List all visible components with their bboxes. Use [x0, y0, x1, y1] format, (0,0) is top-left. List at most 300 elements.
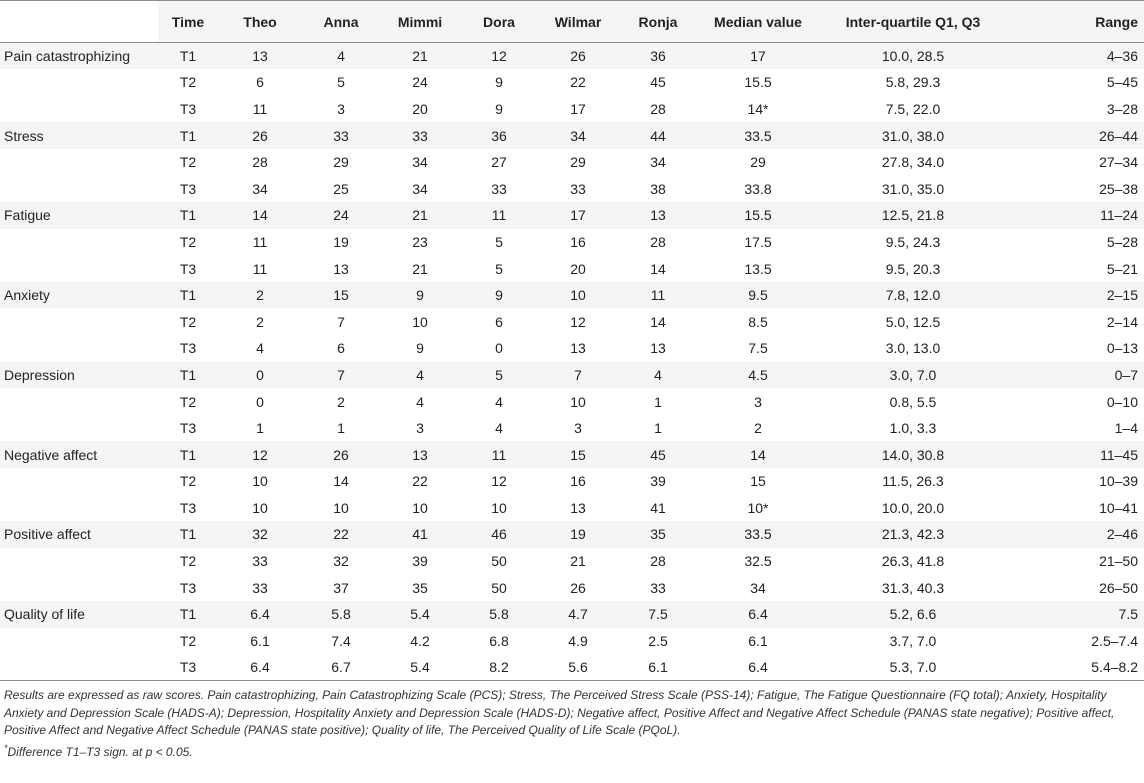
cell-dora: 5: [460, 362, 538, 389]
cell-iqr: 10.0, 28.5: [818, 43, 1008, 70]
cell-time: T2: [179, 473, 197, 490]
cell-time: T2: [179, 632, 197, 649]
cell-range: 5.4–8.2: [1008, 654, 1144, 681]
cell-range: 0–10: [1106, 393, 1138, 410]
table-row: [0, 255, 1144, 282]
cell-anna: 5.8: [302, 601, 380, 628]
cell-iqr: 31.0, 38.0: [818, 122, 1008, 149]
cell-time: T1: [158, 441, 218, 468]
cell-time: T2: [179, 154, 197, 171]
cell-time: T1: [158, 202, 218, 229]
table-row: [0, 282, 1144, 309]
header-ronja: Ronja: [618, 1, 698, 43]
cell-mimmi: 39: [412, 553, 428, 570]
cell-measure: [0, 335, 158, 362]
cell-time: T1: [158, 43, 218, 70]
cell-time: T1: [158, 122, 218, 149]
table-row: [0, 654, 1144, 681]
cell-range: 2–15: [1008, 282, 1144, 309]
cell-measure: [0, 574, 158, 601]
cell-iqr: 31.0, 35.0: [881, 180, 945, 197]
table-row: [0, 69, 1144, 96]
cell-mimmi: 35: [412, 579, 428, 596]
cell-mimmi: 33: [380, 122, 460, 149]
cell-anna: 10: [333, 499, 349, 516]
cell-wilmar: 10: [538, 282, 618, 309]
cell-ronja: 28: [650, 100, 666, 117]
cell-wilmar: 4.7: [538, 601, 618, 628]
cell-measure: [0, 468, 158, 495]
table-row: [0, 388, 1144, 415]
cell-ronja: 44: [618, 122, 698, 149]
cell-theo: 1: [256, 420, 264, 437]
cell-median: 14*: [747, 100, 769, 117]
cell-dora: 50: [491, 579, 507, 596]
cell-anna: 6.7: [302, 654, 380, 681]
cell-anna: 22: [302, 521, 380, 548]
cell-median: 17: [698, 43, 818, 70]
cell-time: T3: [179, 340, 197, 357]
cell-iqr: 27.8, 34.0: [881, 154, 945, 171]
cell-median: 6.4: [698, 601, 818, 628]
cell-theo: 33: [252, 553, 268, 570]
cell-dora: 12: [460, 43, 538, 70]
table-row: [0, 521, 1144, 548]
cell-iqr: 0.8, 5.5: [889, 393, 937, 410]
cell-measure: Fatigue: [0, 202, 158, 229]
cell-time: T2: [179, 74, 197, 91]
cell-range: 10–39: [1099, 473, 1138, 490]
cell-theo: 0: [218, 362, 302, 389]
cell-median: 15: [750, 473, 766, 490]
header-dora: Dora: [460, 1, 538, 43]
table-row: [0, 574, 1144, 601]
cell-mimmi: 4.2: [410, 632, 430, 649]
cell-iqr: 31.3, 40.3: [881, 579, 945, 596]
table-row: [0, 628, 1144, 655]
cell-anna: 7: [337, 313, 345, 330]
cell-wilmar: 33: [570, 180, 586, 197]
cell-ronja: 7.5: [618, 601, 698, 628]
cell-theo: 4: [256, 340, 264, 357]
table-note-main: Results are expressed as raw scores. Pain catastrophizing, Pain Catastrophizing Scale (PCS); Stress, The Perceived Stress Scale (PSS-14); Fatigue, The Fatigue Questionnaire (FQ total); Anxiety, Hospitality Anxiety and Depression Scale (HADS-A); Depression, Hospitality Anxiety and Depression Scale (HADS-D); Negative affect, Positive Affect and Negative Affect Schedule (PANAS state negative); Positive affect, Positive Affect and Negative Affect Schedule (PANAS state positive); Quality of life, The Perceived Quality of Life Scale (PQoL).: [4, 688, 1115, 738]
cell-anna: 3: [337, 100, 345, 117]
cell-wilmar: 16: [570, 473, 586, 490]
table-row: [0, 468, 1144, 495]
cell-measure: [0, 654, 158, 681]
cell-range: 26–44: [1008, 122, 1144, 149]
header-range: Range: [1008, 1, 1144, 43]
footnote-text: Difference T1–T3 sign. at p < 0.05.: [7, 744, 193, 759]
cell-measure: [0, 495, 158, 522]
cell-anna: 7.4: [331, 632, 351, 649]
cell-iqr: 11.5, 26.3: [882, 473, 944, 490]
header-iqr: Inter-quartile Q1, Q3: [818, 1, 1008, 43]
cell-time: T3: [158, 654, 218, 681]
cell-iqr: 1.0, 3.3: [889, 420, 937, 437]
cell-iqr: 21.3, 42.3: [818, 521, 1008, 548]
cell-wilmar: 26: [570, 579, 586, 596]
cell-measure: [0, 388, 158, 415]
cell-time: T1: [158, 362, 218, 389]
cell-iqr: 3.0, 13.0: [885, 340, 941, 357]
cell-anna: 37: [333, 579, 349, 596]
cell-mimmi: 10: [412, 313, 428, 330]
cell-wilmar: 13: [570, 340, 586, 357]
cell-anna: 33: [302, 122, 380, 149]
cell-theo: 10: [252, 499, 268, 516]
cell-anna: 1: [337, 420, 345, 437]
cell-mimmi: 41: [380, 521, 460, 548]
cell-median: 6.1: [748, 632, 768, 649]
cell-range: 0–13: [1106, 340, 1138, 357]
cell-theo: 11: [252, 233, 268, 250]
cell-ronja: 2.5: [648, 632, 668, 649]
cell-median: 33.5: [698, 122, 818, 149]
table-row: [0, 308, 1144, 335]
cell-theo: 6.4: [218, 654, 302, 681]
cell-wilmar: 12: [570, 313, 586, 330]
cell-mimmi: 21: [380, 43, 460, 70]
cell-wilmar: 10: [570, 393, 586, 410]
cell-iqr: 5.3, 7.0: [818, 654, 1008, 681]
cell-mimmi: 21: [380, 202, 460, 229]
cell-median: 15.5: [744, 74, 772, 91]
cell-range: 21–50: [1099, 553, 1138, 570]
cell-measure: [0, 548, 158, 575]
cell-measure: Pain catastrophizing: [0, 43, 158, 70]
table-row: [0, 601, 1144, 628]
cell-theo: 12: [218, 441, 302, 468]
cell-median: 8.5: [748, 313, 768, 330]
header-theo: Theo: [218, 1, 302, 43]
cell-anna: 7: [302, 362, 380, 389]
cell-mimmi: 5.4: [380, 654, 460, 681]
cell-anna: 19: [333, 233, 349, 250]
cell-dora: 46: [460, 521, 538, 548]
cell-mimmi: 10: [412, 499, 428, 516]
cell-theo: 13: [218, 43, 302, 70]
cell-anna: 15: [302, 282, 380, 309]
cell-measure: Negative affect: [0, 441, 158, 468]
cell-iqr: 7.5, 22.0: [885, 100, 941, 117]
table-row: [0, 175, 1144, 202]
cell-range: 7.5: [1008, 601, 1144, 628]
cell-measure: [0, 255, 158, 282]
cell-dora: 8.2: [460, 654, 538, 681]
cell-time: T3: [179, 180, 197, 197]
cell-median: 6.4: [698, 654, 818, 681]
cell-measure: [0, 96, 158, 123]
cell-dora: 36: [460, 122, 538, 149]
cell-ronja: 45: [650, 74, 666, 91]
cell-mimmi: 5.4: [380, 601, 460, 628]
cell-dora: 6: [495, 313, 503, 330]
cell-ronja: 1: [654, 420, 662, 437]
cell-mimmi: 13: [380, 441, 460, 468]
table-notes: [0, 681, 1144, 761]
cell-median: 34: [750, 579, 766, 596]
cell-mimmi: 3: [416, 420, 424, 437]
cell-dora: 6.8: [489, 632, 509, 649]
cell-median: 7.5: [748, 340, 768, 357]
cell-measure: Stress: [0, 122, 158, 149]
cell-range: 1–4: [1114, 420, 1138, 437]
cell-mimmi: 21: [412, 260, 428, 277]
footnote-mark: *: [4, 742, 8, 753]
cell-iqr: 7.8, 12.0: [818, 282, 1008, 309]
cell-mimmi: 20: [412, 100, 428, 117]
cell-range: 4–36: [1008, 43, 1144, 70]
cell-range: 10–41: [1099, 499, 1138, 516]
cell-range: 2–14: [1106, 313, 1138, 330]
table-header-row: [0, 1, 1144, 43]
cell-dora: 12: [491, 473, 507, 490]
cell-dora: 9: [495, 74, 503, 91]
cell-dora: 10: [491, 499, 507, 516]
cell-dora: 9: [460, 282, 538, 309]
cell-median: 17.5: [744, 233, 772, 250]
cell-range: 11–45: [1008, 441, 1144, 468]
cell-anna: 25: [333, 180, 349, 197]
table-row: [0, 441, 1144, 468]
cell-range: 2–46: [1008, 521, 1144, 548]
cell-wilmar: 5.6: [538, 654, 618, 681]
cell-ronja: 33: [650, 579, 666, 596]
cell-theo: 10: [252, 473, 268, 490]
cell-median: 32.5: [744, 553, 772, 570]
cell-time: T2: [179, 233, 197, 250]
cell-ronja: 35: [618, 521, 698, 548]
table-row: [0, 495, 1144, 522]
cell-iqr: 5.2, 6.6: [818, 601, 1008, 628]
cell-wilmar: 29: [570, 154, 586, 171]
cell-wilmar: 16: [570, 233, 586, 250]
cell-range: 0–7: [1008, 362, 1144, 389]
cell-ronja: 11: [618, 282, 698, 309]
cell-median: 33.8: [744, 180, 772, 197]
cell-ronja: 14: [650, 260, 666, 277]
cell-iqr: 9.5, 20.3: [885, 260, 941, 277]
cell-dora: 11: [460, 441, 538, 468]
cell-dora: 5.8: [460, 601, 538, 628]
cell-wilmar: 17: [538, 202, 618, 229]
cell-iqr: 12.5, 21.8: [818, 202, 1008, 229]
cell-median: 13.5: [744, 260, 772, 277]
table-row: [0, 122, 1144, 149]
header-anna: Anna: [302, 1, 380, 43]
cell-iqr: 5.8, 29.3: [885, 74, 941, 91]
cell-theo: 28: [252, 154, 268, 171]
cell-anna: 14: [333, 473, 349, 490]
cell-time: T3: [179, 100, 197, 117]
table-row: [0, 548, 1144, 575]
cell-median: 9.5: [698, 282, 818, 309]
cell-ronja: 38: [650, 180, 666, 197]
cell-theo: 2: [256, 313, 264, 330]
cell-wilmar: 4.9: [568, 632, 588, 649]
header-mimmi: Mimmi: [380, 1, 460, 43]
cell-theo: 11: [252, 260, 268, 277]
cell-iqr: 9.5, 24.3: [885, 233, 941, 250]
cell-iqr: 26.3, 41.8: [881, 553, 945, 570]
cell-median: 15.5: [698, 202, 818, 229]
cell-dora: 5: [495, 260, 503, 277]
cell-theo: 2: [218, 282, 302, 309]
cell-mimmi: 9: [380, 282, 460, 309]
cell-iqr: 10.0, 20.0: [881, 499, 945, 516]
cell-measure: [0, 308, 158, 335]
cell-wilmar: 13: [570, 499, 586, 516]
cell-wilmar: 15: [538, 441, 618, 468]
cell-range: 2.5–7.4: [1091, 632, 1138, 649]
cell-anna: 24: [302, 202, 380, 229]
cell-iqr: 3.7, 7.0: [889, 632, 937, 649]
cell-iqr: 5.0, 12.5: [885, 313, 941, 330]
cell-time: T2: [179, 553, 197, 570]
cell-dora: 50: [491, 553, 507, 570]
cell-ronja: 45: [618, 441, 698, 468]
cell-mimmi: 4: [416, 393, 424, 410]
cell-range: 5–45: [1106, 74, 1138, 91]
cell-time: T1: [158, 282, 218, 309]
table-body: [0, 43, 1144, 681]
cell-mimmi: 24: [412, 74, 428, 91]
cell-dora: 9: [495, 100, 503, 117]
cell-time: T1: [158, 601, 218, 628]
cell-mimmi: 34: [412, 180, 428, 197]
cell-anna: 26: [302, 441, 380, 468]
table-row: [0, 362, 1144, 389]
cell-anna: 13: [333, 260, 349, 277]
cell-measure: [0, 69, 158, 96]
cell-measure: [0, 149, 158, 176]
cell-range: 27–34: [1099, 154, 1138, 171]
cell-wilmar: 3: [574, 420, 582, 437]
cell-time: T3: [179, 260, 197, 277]
table-row: [0, 415, 1144, 442]
cell-measure: Quality of life: [0, 601, 158, 628]
cell-ronja: 6.1: [618, 654, 698, 681]
cell-mimmi: 34: [412, 154, 428, 171]
cell-ronja: 28: [650, 553, 666, 570]
cell-wilmar: 21: [570, 553, 586, 570]
cell-ronja: 13: [618, 202, 698, 229]
cell-theo: 14: [218, 202, 302, 229]
cell-dora: 5: [495, 233, 503, 250]
cell-theo: 11: [252, 100, 268, 117]
cell-dora: 27: [491, 154, 507, 171]
cell-theo: 0: [256, 393, 264, 410]
cell-measure: [0, 628, 158, 655]
cell-median: 3: [754, 393, 762, 410]
cell-wilmar: 20: [570, 260, 586, 277]
cell-measure: Positive affect: [0, 521, 158, 548]
cell-wilmar: 34: [538, 122, 618, 149]
cell-theo: 33: [252, 579, 268, 596]
cell-time: T3: [179, 579, 197, 596]
cell-iqr: 3.0, 7.0: [818, 362, 1008, 389]
cell-range: 5–28: [1106, 233, 1138, 250]
cell-mimmi: 4: [380, 362, 460, 389]
table-footnote: [4, 740, 1140, 762]
cell-range: 11–24: [1008, 202, 1144, 229]
cell-dora: 4: [495, 420, 503, 437]
cell-anna: 4: [302, 43, 380, 70]
cell-time: T3: [179, 499, 197, 516]
cell-ronja: 41: [650, 499, 666, 516]
cell-theo: 32: [218, 521, 302, 548]
cell-dora: 33: [491, 180, 507, 197]
table-row: [0, 96, 1144, 123]
cell-anna: 6: [337, 340, 345, 357]
cell-dora: 11: [460, 202, 538, 229]
cell-anna: 29: [333, 154, 349, 171]
cell-theo: 26: [218, 122, 302, 149]
cell-time: T3: [179, 420, 197, 437]
cell-measure: [0, 229, 158, 256]
cell-anna: 32: [333, 553, 349, 570]
cell-median: 4.5: [698, 362, 818, 389]
cell-range: 5–21: [1106, 260, 1138, 277]
cell-range: 25–38: [1099, 180, 1138, 197]
cell-ronja: 13: [650, 340, 666, 357]
cell-measure: [0, 415, 158, 442]
table-row: [0, 202, 1144, 229]
cell-time: T2: [179, 313, 197, 330]
cell-median: 10*: [747, 499, 769, 516]
cell-wilmar: 26: [538, 43, 618, 70]
cell-ronja: 36: [618, 43, 698, 70]
cell-time: T2: [179, 393, 197, 410]
table-row: [0, 229, 1144, 256]
cell-ronja: 39: [650, 473, 666, 490]
cell-median: 2: [754, 420, 762, 437]
cell-median: 33.5: [698, 521, 818, 548]
cell-mimmi: 23: [412, 233, 428, 250]
cell-mimmi: 22: [412, 473, 428, 490]
cell-time: T1: [158, 521, 218, 548]
cell-ronja: 1: [654, 393, 662, 410]
cell-wilmar: 22: [570, 74, 586, 91]
cell-dora: 4: [495, 393, 503, 410]
cell-dora: 0: [495, 340, 503, 357]
header-wilmar: Wilmar: [538, 1, 618, 43]
cell-theo: 34: [252, 180, 268, 197]
cell-ronja: 4: [618, 362, 698, 389]
cell-measure: [0, 175, 158, 202]
header-median: Median value: [698, 1, 818, 43]
cell-median: 29: [750, 154, 766, 171]
header-time: Time: [158, 1, 218, 43]
cell-wilmar: 19: [538, 521, 618, 548]
cell-theo: 6.1: [250, 632, 270, 649]
cell-measure: Depression: [0, 362, 158, 389]
cell-ronja: 28: [650, 233, 666, 250]
cell-range: 3–28: [1106, 100, 1138, 117]
cell-wilmar: 7: [538, 362, 618, 389]
cell-theo: 6.4: [218, 601, 302, 628]
cell-iqr: 14.0, 30.8: [818, 441, 1008, 468]
cell-anna: 5: [337, 74, 345, 91]
cell-wilmar: 17: [570, 100, 586, 117]
cell-ronja: 14: [650, 313, 666, 330]
header-measure: [0, 1, 158, 43]
table-row: [0, 149, 1144, 176]
cell-mimmi: 9: [416, 340, 424, 357]
cell-anna: 2: [337, 393, 345, 410]
cell-measure: Anxiety: [0, 282, 158, 309]
